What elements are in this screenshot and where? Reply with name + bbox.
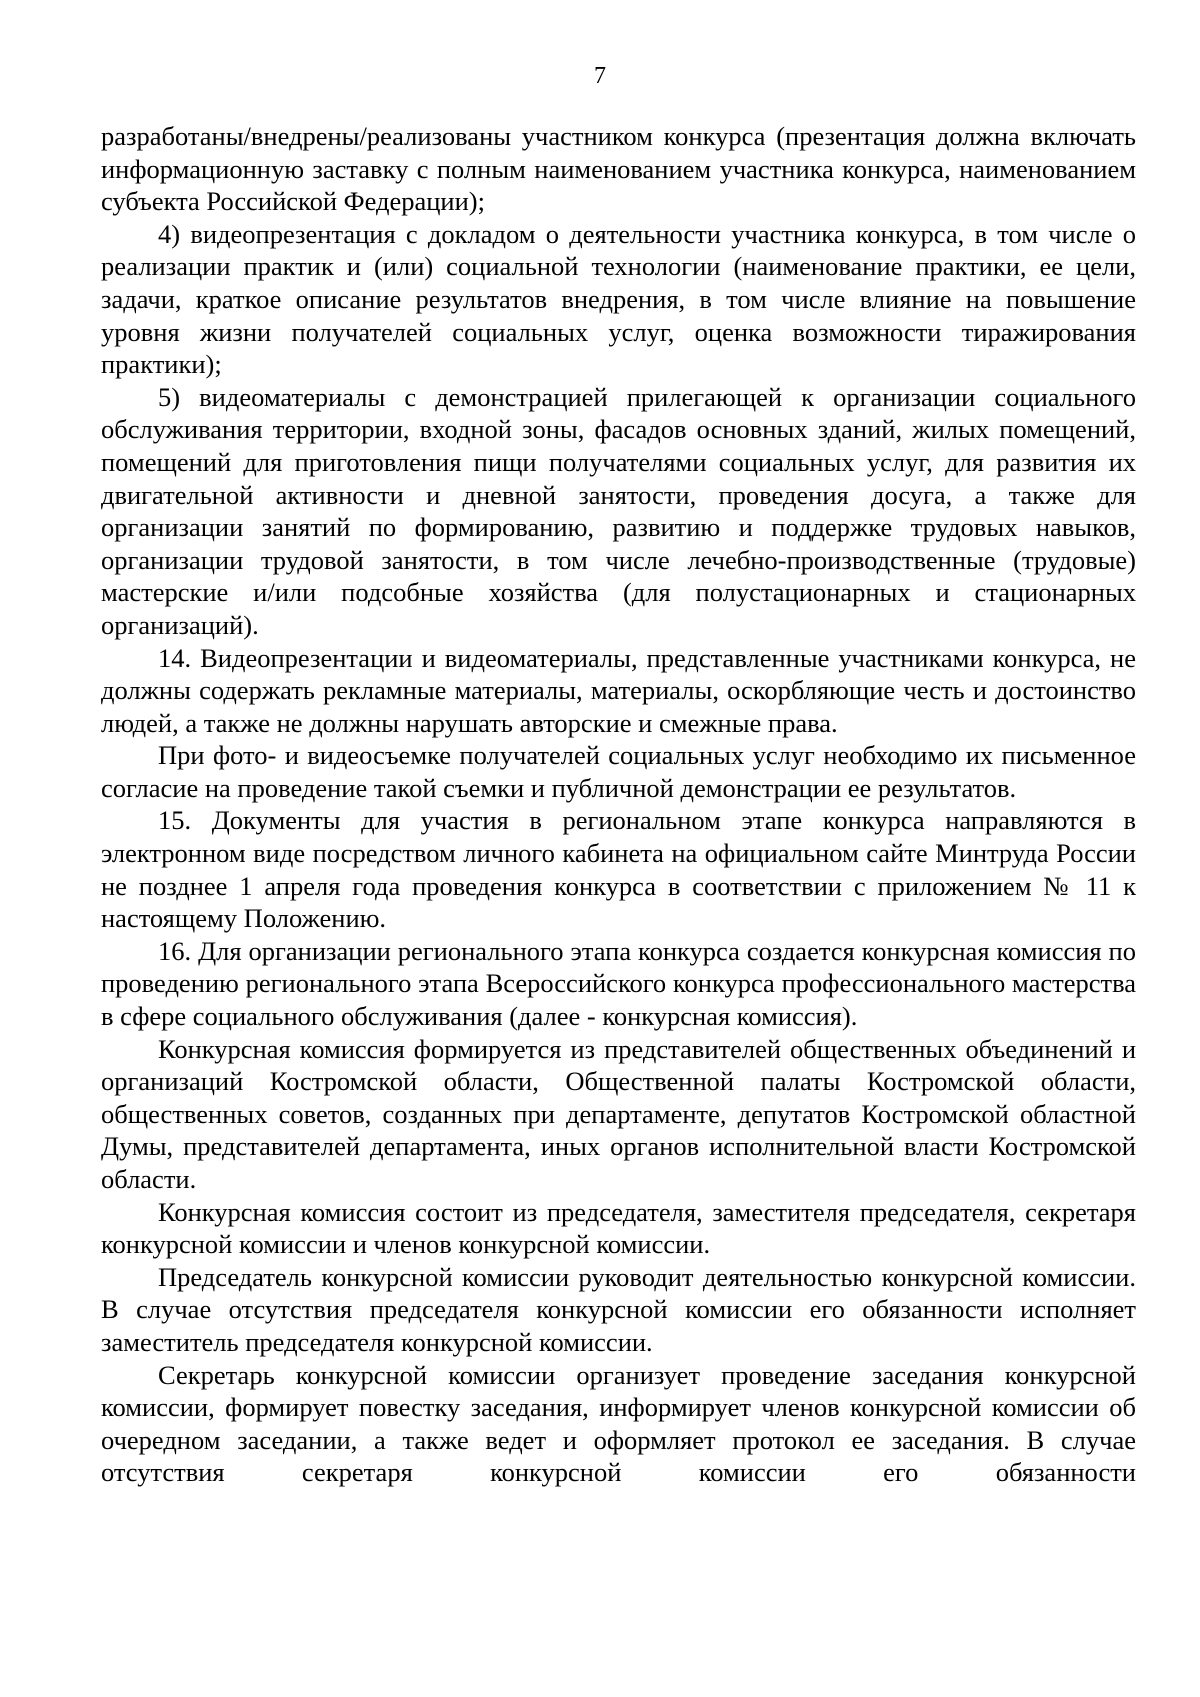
- paragraph: Секретарь конкурсной комиссии организует проведение заседания конкурсной комиссии, формирует повестку заседания, информирует членов конкурсной комиссии об очередном заседании, а также ведет и оформляет протокол ее заседания. В случае отсутствия секретаря конкурсной комиссии его обязанности: [101, 1359, 1136, 1488]
- paragraph: 15. Документы для участия в региональном этапе конкурса направляются в электронном виде посредством личного кабинета на официальном сайте Минтруда России не позднее 1 апреля года проведения конкурса в соответствии с приложением № 11 к настоящему Положению.: [101, 805, 1136, 934]
- paragraph: 16. Для организации регионального этапа конкурса создается конкурсная комиссия по проведению регионального этапа Всероссийского конкурса профессионального мастерства в сфере социального обслуживания (далее - конкурсная комиссия).: [101, 935, 1136, 1032]
- paragraph: Председатель конкурсной комиссии руководит деятельностью конкурсной комиссии. В случае отсутствия председателя конкурсной комиссии его обязанности исполняет заместитель председателя конкурсной комиссии.: [101, 1261, 1136, 1357]
- paragraph: 4) видеопрезентация с докладом о деятельности участника конкурса, в том числе о реализации практик и (или) социальной технологии (наименование практики, ее цели, задачи, краткое описание результатов внедрения, в том числе влияние на повышение уровня жизни получателей социальных услуг, оценка возможности тиражирования практики);: [101, 218, 1136, 380]
- page-number: 7: [594, 63, 606, 89]
- paragraph: Конкурсная комиссия состоит из председателя, заместителя председателя, секретаря конкурсной комиссии и членов конкурсной комиссии.: [101, 1196, 1136, 1260]
- paragraph: разработаны/внедрены/реализованы участником конкурса (презентация должна включать информационную заставку с полным наименованием участника конкурса, наименованием субъекта Российской Федерации);: [101, 121, 1136, 217]
- paragraph: Конкурсная комиссия формируется из представителей общественных объединений и организаций Костромской области, Общественной палаты Костромской области, общественных советов, созданных при департаменте, депутатов Костромской областной Думы, представителей департамента, иных органов исполнительной власти Костромской области.: [101, 1033, 1136, 1194]
- document-body: [101, 120, 1136, 1489]
- paragraph: 5) видеоматериалы с демонстрацией прилегающей к организации социального обслуживания территории, входной зоны, фасадов основных зданий, жилых помещений, помещений для приготовления пищи получателями социальных услуг, для развития их двигательной активности и дневной занятости, проведения досуга, а также для организации занятий по формированию, развитию и поддержке трудовых навыков, организации трудовой занятости, в том числе лечебно-производственные (трудовые) мастерские и/или подсобные хозяйства (для полустационарных и стационарных организаций).: [101, 381, 1136, 640]
- paragraph: При фото- и видеосъемке получателей социальных услуг необходимо их письменное согласие на проведение такой съемки и публичной демонстрации ее результатов.: [101, 740, 1136, 803]
- paragraph: 14. Видеопрезентации и видеоматериалы, представленные участниками конкурса, не должны содержать рекламные материалы, материалы, оскорбляющие честь и достоинство людей, а также не должны нарушать авторские и смежные права.: [101, 642, 1136, 738]
